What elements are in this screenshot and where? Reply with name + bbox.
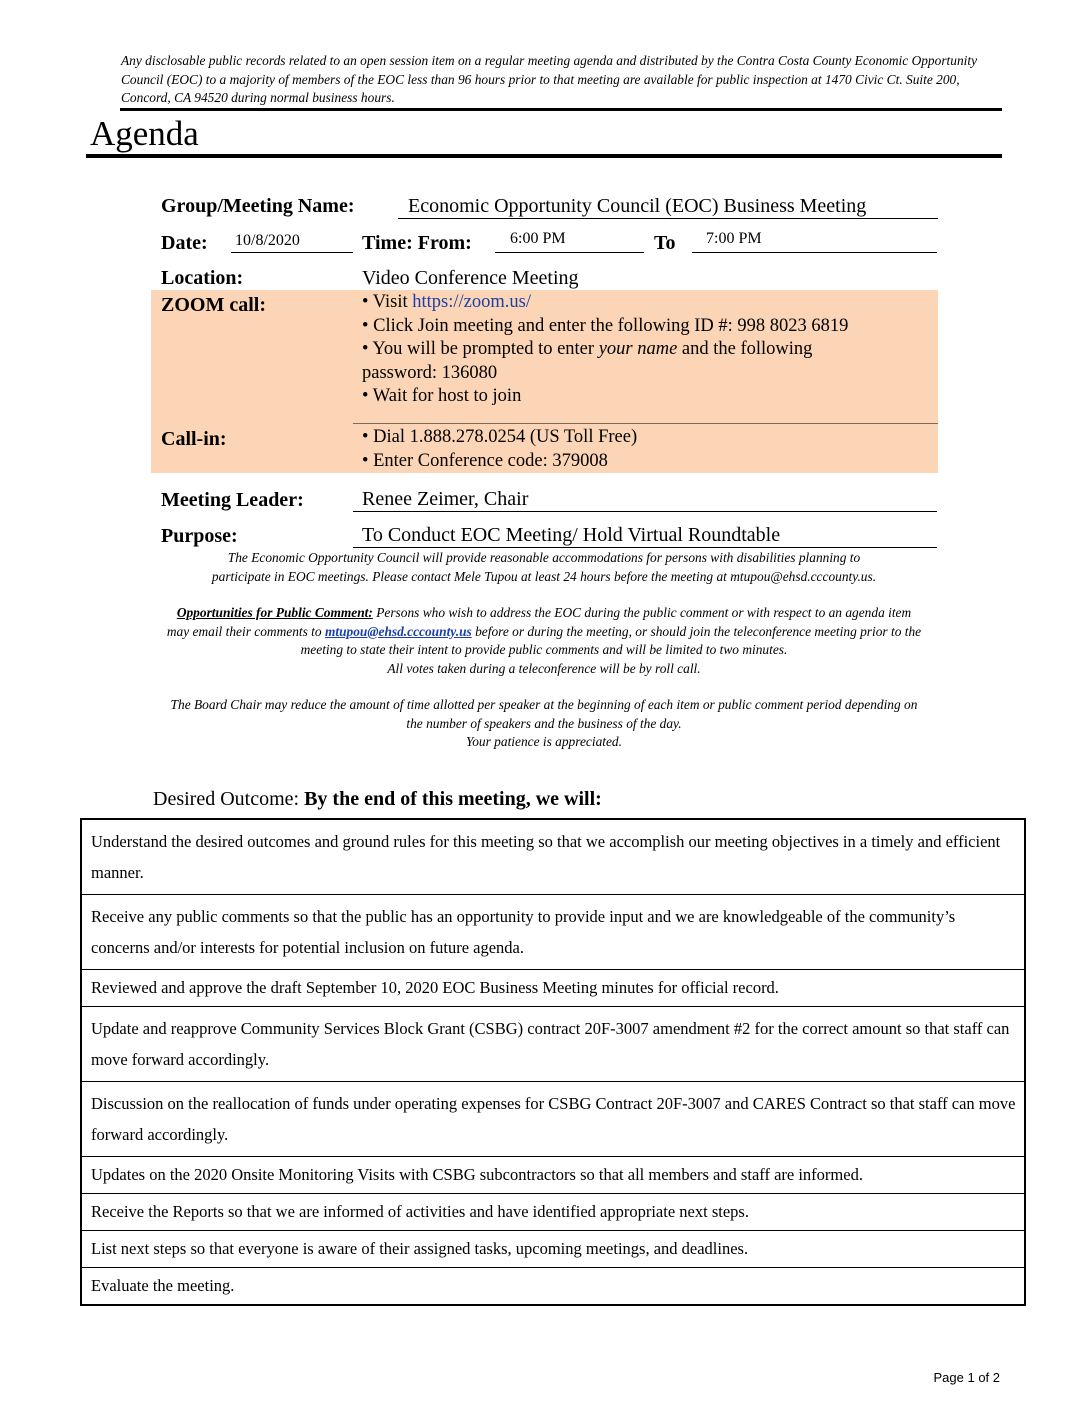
date-value: 10/8/2020 xyxy=(231,231,353,253)
location-value: Video Conference Meeting xyxy=(362,267,579,289)
public-records-notice: Any disclosable public records related to an open session item on a regular meeting agenda and distributed by the Contra Costa County Economic Opportunity Council (EOC) to a majority of members of the EOC less than 96 hours prior to that meeting are available for public inspection at 1470 Civic Ct. Suite 200, Concord, CA 94520 during normal business hours. xyxy=(121,53,978,105)
outcome-row: Update and reapprove Community Services Block Grant (CSBG) contract 20F-3007 amendment #2 for the correct amount so that staff can move forward accordingly. xyxy=(82,1006,1024,1081)
zoom-label: ZOOM call: xyxy=(161,294,266,316)
date-label: Date: xyxy=(161,232,208,254)
zoom-join-line: • Click Join meeting and enter the following ID #: 998 8023 6819 xyxy=(362,315,849,336)
public-comment-note: Opportunities for Public Comment: Persons who wish to address the EOC during the public comment or with respect to an agenda item may email their comments to mtupou@ehsd.cccounty.us before or during the meeting, or should join the teleconference meeting prior to the meeting to state their intent to provide public comments and will be limited to two minutes. All votes taken during a teleconference will be by roll call. xyxy=(166,605,922,676)
callin-label: Call-in: xyxy=(161,428,227,450)
zoom-visit-line: • Visit https://zoom.us/ xyxy=(362,292,531,312)
zoom-wait-line: • Wait for host to join xyxy=(362,386,522,406)
time-to-label: To xyxy=(654,232,676,254)
top-rule xyxy=(120,108,1002,111)
leader-value: Renee Zeimer, Chair xyxy=(353,487,937,512)
time-from-value: 6:00 PM xyxy=(495,229,644,253)
purpose-value: To Conduct EOC Meeting/ Hold Virtual Roundtable xyxy=(353,523,937,548)
group-label: Group/Meeting Name: xyxy=(161,195,355,217)
outcome-row: Updates on the 2020 Onsite Monitoring Visits with CSBG subcontractors so that all members and staff are informed. xyxy=(82,1156,1024,1193)
outcome-row: List next steps so that everyone is aware of their assigned tasks, upcoming meetings, and deadlines. xyxy=(82,1230,1024,1267)
purpose-label: Purpose: xyxy=(161,525,238,547)
time-from-label: Time: From: xyxy=(362,232,472,254)
callin-dial-line: • Dial 1.888.278.0254 (US Toll Free) xyxy=(362,427,638,447)
page-title: Agenda xyxy=(90,114,199,153)
location-label: Location: xyxy=(161,267,244,289)
page-number: Page 1 of 2 xyxy=(933,1370,1000,1385)
desired-outcome-heading: Desired Outcome: By the end of this meeting, we will: xyxy=(153,788,602,810)
zoom-separator xyxy=(353,423,938,424)
group-value: Economic Opportunity Council (EOC) Business Meeting xyxy=(398,194,938,219)
outcome-row: Receive any public comments so that the public has an opportunity to provide input and we are knowledgeable of the community’s concerns and/or interests for potential inclusion on future agenda. xyxy=(82,894,1024,969)
chair-note: The Board Chair may reduce the amount of time allotted per speaker at the beginning of each item or public comment period depending on the number of speakers and the business of the day. Your patience is appreciated. xyxy=(170,697,918,749)
accommodation-note: The Economic Opportunity Council will provide reasonable accommodations for persons with disabilities planning to participate in EOC meetings. Please contact Mele Tupou at least 24 hours before the meeting at mtupou@ehsd.cccounty.us. xyxy=(211,550,877,584)
outcome-row: Understand the desired outcomes and ground rules for this meeting so that we accomplish our meeting objectives in a timely and efficient manner. xyxy=(91,832,1001,882)
callin-instructions xyxy=(362,426,932,473)
title-rule xyxy=(86,154,1002,158)
time-to-value: 7:00 PM xyxy=(692,229,937,253)
contact-email-link[interactable]: mtupou@ehsd.cccounty.us xyxy=(324,623,472,639)
outcome-row: Reviewed and approve the draft September 10, 2020 EOC Business Meeting minutes for official record. xyxy=(82,969,1024,1006)
zoom-password-line: password: 136080 xyxy=(362,362,498,383)
outcome-row: Evaluate the meeting. xyxy=(82,1267,1024,1304)
zoom-prompt-line: • You will be prompted to enter your name and the following xyxy=(362,339,813,359)
zoom-instructions xyxy=(362,291,932,409)
outcome-row: Discussion on the reallocation of funds under operating expenses for CSBG Contract 20F-3007 and CARES Contract so that staff can move forward accordingly. xyxy=(82,1081,1024,1156)
outcomes-table xyxy=(80,818,1026,1306)
leader-label: Meeting Leader: xyxy=(161,489,304,511)
zoom-link[interactable]: https://zoom.us/ xyxy=(412,292,531,312)
callin-code-line: • Enter Conference code: 379008 xyxy=(362,450,608,471)
outcome-row: Receive the Reports so that we are informed of activities and have identified appropriate next steps. xyxy=(82,1193,1024,1230)
public-comment-heading: Opportunities for Public Comment: xyxy=(176,605,373,620)
